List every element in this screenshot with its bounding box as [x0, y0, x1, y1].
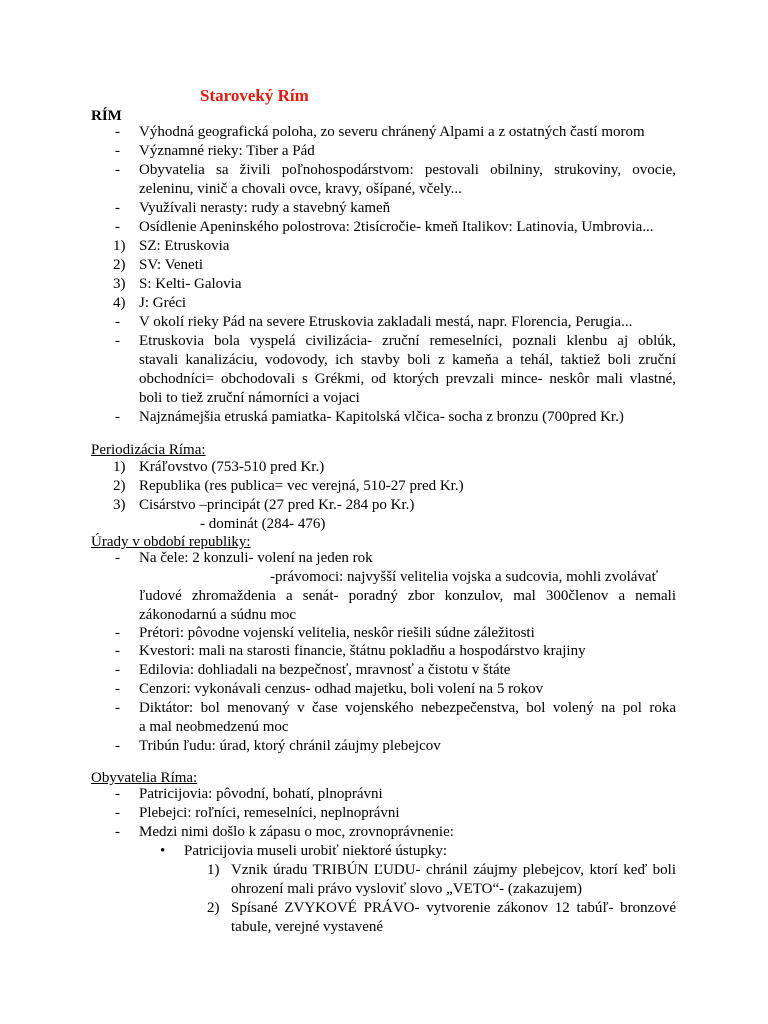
list-item: Cenzori: vykonávali cenzus- odhad majetku, boli volení na 5 rokov [139, 681, 544, 697]
list-marker: - [115, 681, 120, 697]
list-item-line: ohrození mali právo vysloviť slovo „VETO“- (zakazujem) [231, 881, 583, 897]
list-marker: - [115, 662, 120, 678]
section-heading-offices: Úrady v období republiky: [91, 534, 251, 550]
list-item-line: Spísané ZVYKOVÉ PRÁVO- vytvorenie zákonov 12 tabúľ- bronzové [231, 900, 676, 916]
list-marker: - [115, 824, 120, 840]
bullet-icon: • [160, 843, 166, 859]
list-item-sub: - dominát (284- 476) [200, 516, 326, 532]
list-marker: - [115, 805, 120, 821]
list-item: V okolí rieky Pád na severe Etruskovia zakladali mestá, napr. Florencia, Perugia... [139, 314, 633, 330]
list-item-line: zeleninu, vinič a chovali ovce, kravy, ošípané, včely... [139, 181, 462, 197]
list-item-line: obchodníci= obchodovali s Grékmi, od ktorých prevzali mince- neskôr mali vlastné, [139, 371, 676, 387]
list-marker: - [115, 738, 120, 754]
list-item: J: Gréci [139, 295, 187, 311]
list-item: Republika (res publica= vec verejná, 510-27 pred Kr.) [139, 478, 464, 494]
list-item-line: Diktátor: bol menovaný v čase vojenského nebezpečenstva, bol volený na pol roka [139, 700, 676, 716]
list-item-line: Etruskovia bola vyspelá civilizácia- zruční remeselníci, poznali klenbu aj oblúk, [139, 333, 676, 349]
list-number: 2) [113, 478, 126, 494]
list-item: Cisárstvo –principát (27 pred Kr.- 284 po Kr.) [139, 497, 415, 513]
list-marker: - [115, 333, 120, 349]
list-item: Významné rieky: Tiber a Pád [139, 143, 315, 159]
document-title: Staroveký Rím [200, 86, 309, 105]
list-marker: - [115, 124, 120, 140]
list-item: Tribún ľudu: úrad, ktorý chránil záujmy plebejcov [139, 738, 441, 754]
list-item: Výhodná geografická poloha, zo severu chránený Alpami a z ostatných častí morom [139, 124, 645, 140]
list-number: 3) [113, 276, 126, 292]
list-item: SZ: Etruskovia [139, 238, 230, 254]
list-marker: - [115, 625, 120, 641]
list-item-line: ľudové zhromaždenia a senát- poradný zbor konzulov, mal 300členov a nemali [139, 588, 676, 604]
list-item: Patricijovia: pôvodní, bohatí, plnoprávni [139, 786, 383, 802]
list-number: 1) [113, 459, 126, 475]
list-item: Patricijovia museli urobiť niektoré ústupky: [184, 843, 448, 859]
list-item-line: Vznik úradu TRIBÚN ĽUDU- chránil záujmy plebejcov, ktorí keď boli [231, 862, 676, 878]
list-marker: - [115, 162, 120, 178]
section-heading-rim: RÍM [91, 108, 122, 124]
list-item: Využívali nerasty: rudy a stavebný kameň [139, 200, 391, 216]
list-item: Osídlenie Apeninského polostrova: 2tisícročie- kmeň Italikov: Latinovia, Umbrovia... [139, 219, 654, 235]
list-item-line: -právomoci: najvyšší velitelia vojska a sudcovia, mohli zvolávať [270, 569, 658, 585]
list-number: 4) [113, 295, 126, 311]
list-item: Prétori: pôvodne vojenskí velitelia, neskôr riešili súdne záležitosti [139, 625, 535, 641]
list-item: Medzi nimi došlo k zápasu o moc, zrovnoprávnenie: [139, 824, 454, 840]
list-item: S: Kelti- Galovia [139, 276, 242, 292]
list-item: Edilovia: dohliadali na bezpečnosť, mravnosť a čistotu v štáte [139, 662, 511, 678]
list-number: 1) [207, 862, 220, 878]
list-item-line: stavali kanalizáciu, vodovody, ich stavby boli z kameňa a tehál, taktiež boli zruční [139, 352, 676, 368]
list-item: Kvestori: mali na starosti financie, štátnu pokladňu a hospodárstvo krajiny [139, 643, 586, 659]
list-number: 2) [207, 900, 220, 916]
list-item-line: a mal neobmedzenú moc [139, 719, 289, 735]
list-item-line: Obyvatelia sa živili poľnohospodárstvom: pestovali obilniny, strukoviny, ovocie, [139, 162, 676, 178]
list-item-line: tabule, verejné vystavené [231, 919, 384, 935]
section-heading-inhabitants: Obyvatelia Ríma: [91, 770, 198, 786]
list-marker: - [115, 700, 120, 716]
list-item: Kráľovstvo (753-510 pred Kr.) [139, 459, 325, 475]
list-marker: - [115, 314, 120, 330]
list-marker: - [115, 643, 120, 659]
list-marker: - [115, 550, 120, 566]
list-item: Na čele: 2 konzuli- volení na jeden rok [139, 550, 373, 566]
list-item: SV: Veneti [139, 257, 204, 273]
list-number: 1) [113, 238, 126, 254]
list-marker: - [115, 219, 120, 235]
section-heading-periodization: Periodizácia Ríma: [91, 442, 206, 458]
list-item-line: boli to tiež zruční námorníci a vojaci [139, 390, 360, 406]
list-marker: - [115, 409, 120, 425]
list-marker: - [115, 200, 120, 216]
list-item: Plebejci: roľníci, remeselníci, neplnoprávni [139, 805, 400, 821]
list-item-line: zákonodarnú a súdnu moc [139, 607, 297, 623]
list-item: Najznámejšia etruská pamiatka- Kapitolská vlčica- socha z bronzu (700pred Kr.) [139, 409, 624, 425]
list-number: 2) [113, 257, 126, 273]
list-marker: - [115, 143, 120, 159]
list-number: 3) [113, 497, 126, 513]
list-marker: - [115, 786, 120, 802]
